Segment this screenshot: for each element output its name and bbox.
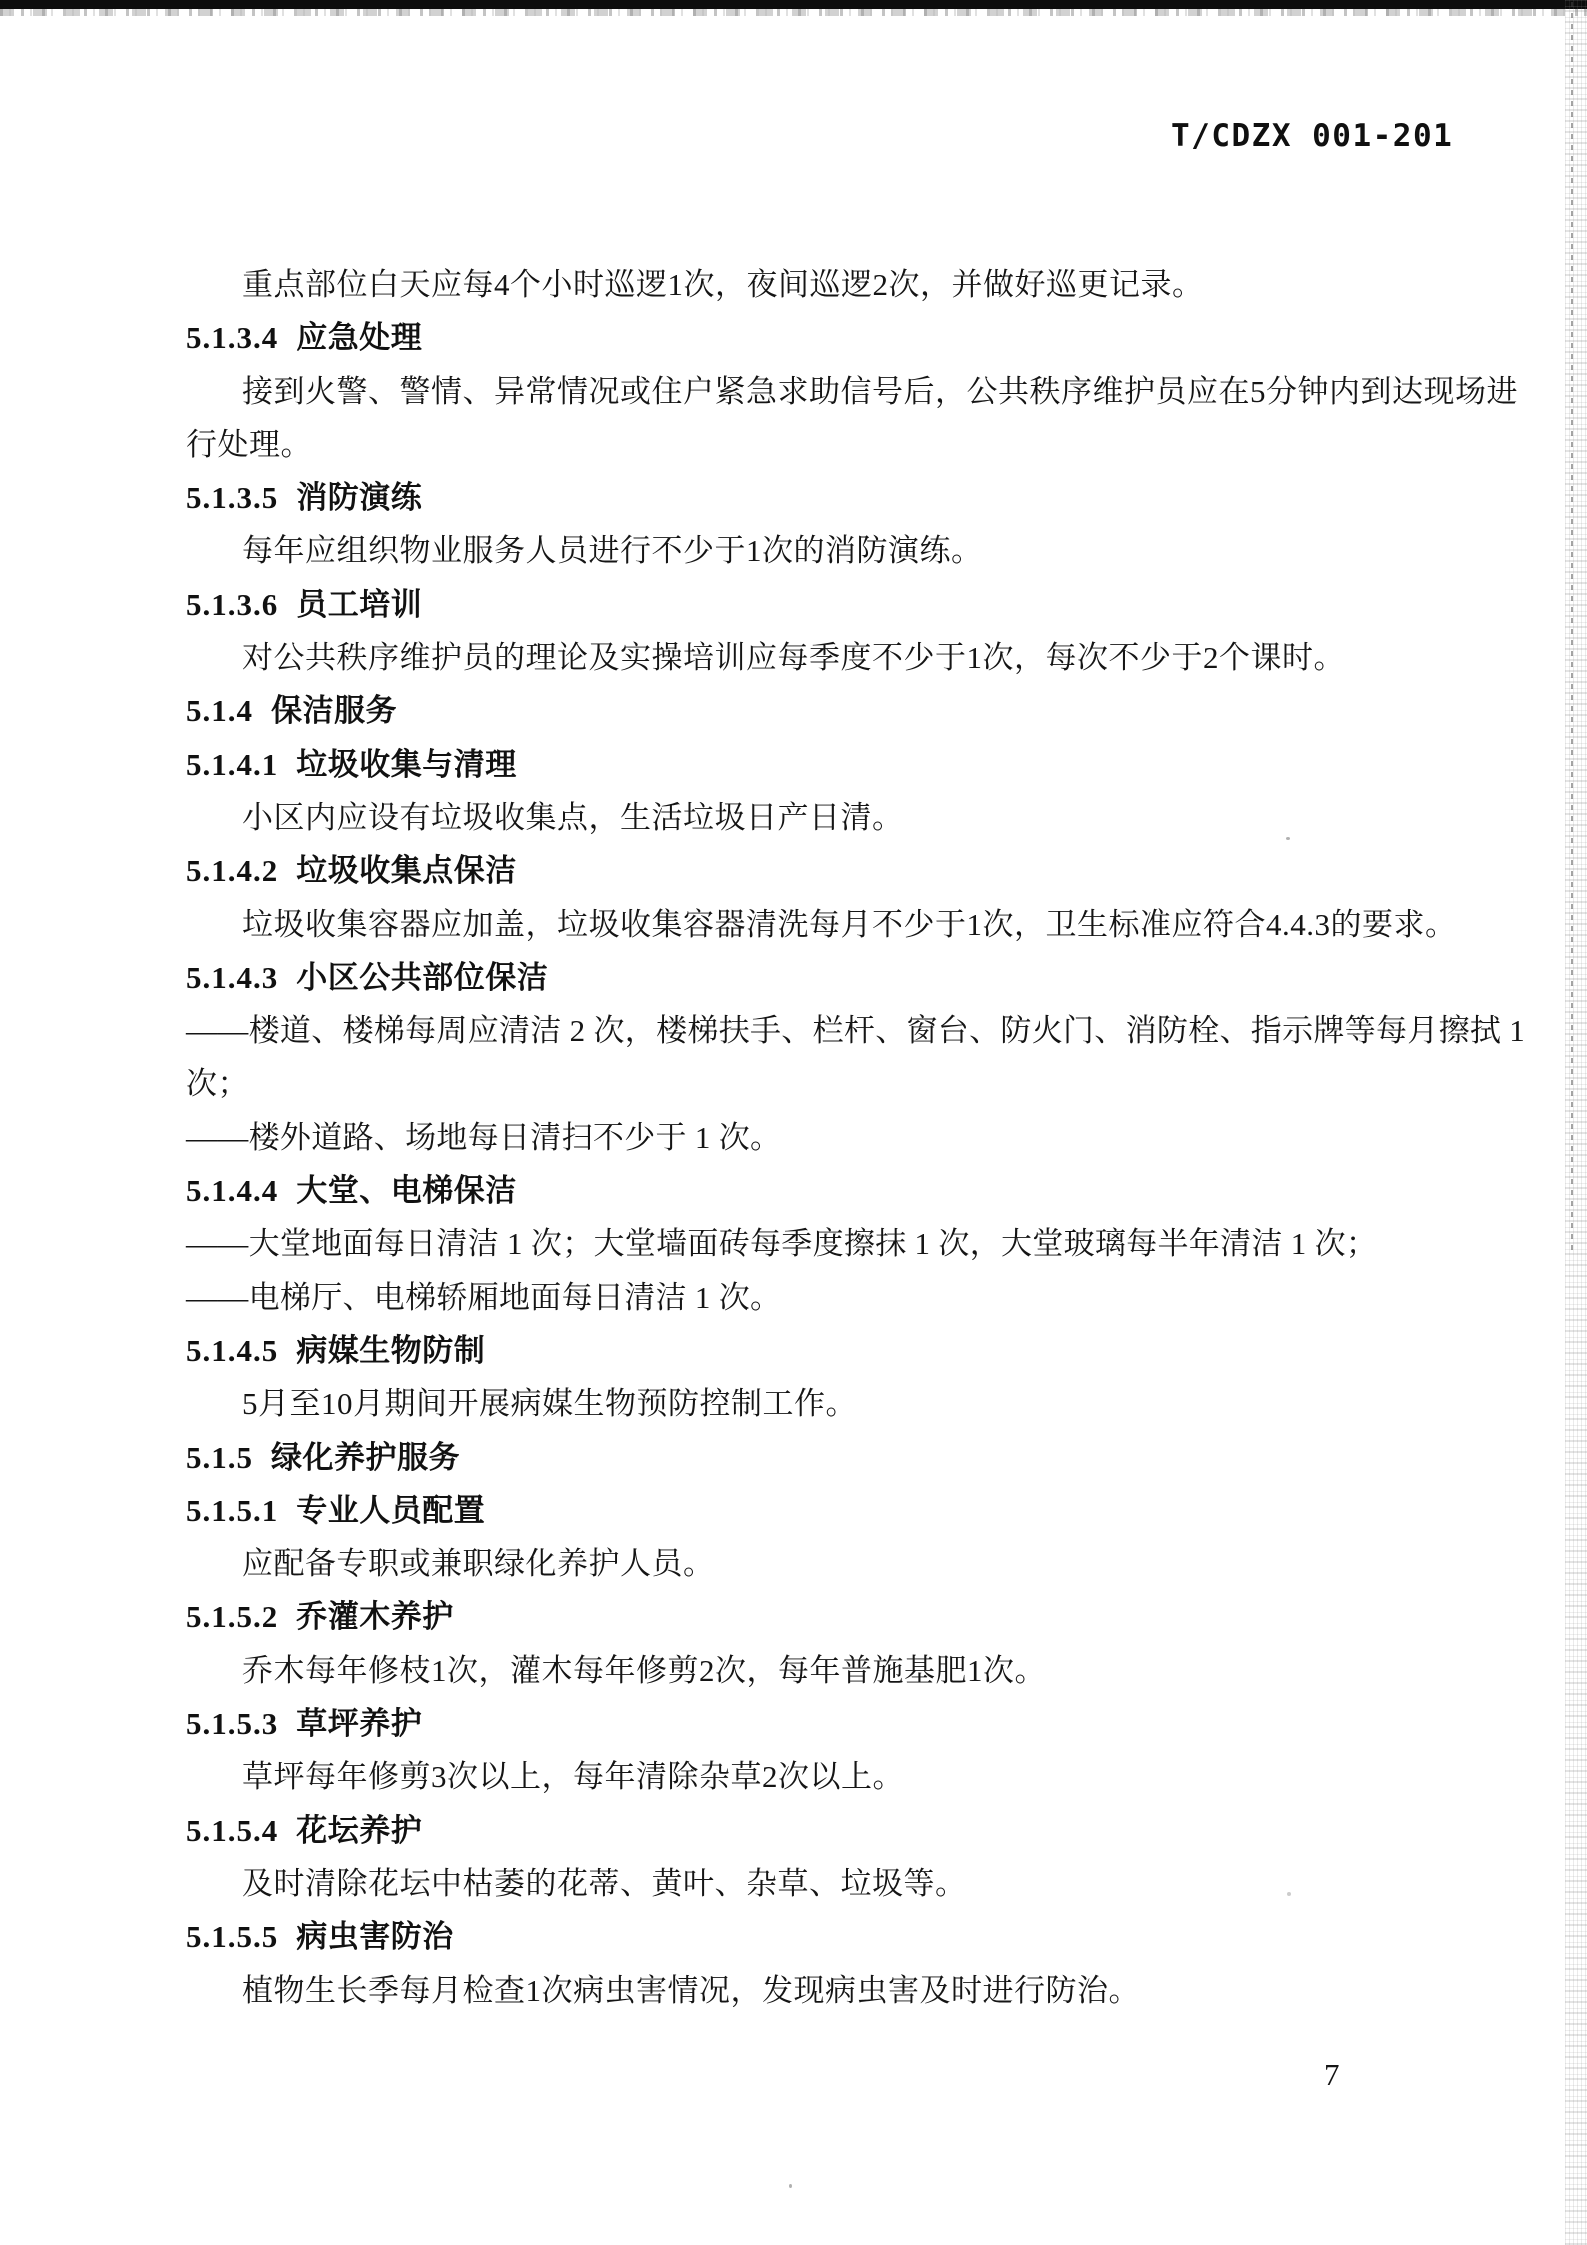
section-heading: [186, 578, 1476, 631]
body-line: 植物生长季每月检查1次病虫害情况，发现病虫害及时进行防治。: [242, 1972, 1140, 2008]
body-line: 及时清除花坛中枯萎的花蒂、黄叶、杂草、垃圾等。: [242, 1865, 967, 1901]
clause-title: 草坪养护: [296, 1706, 423, 1742]
clause-title: 大堂、电梯保洁: [296, 1173, 517, 1209]
section-heading: [186, 1484, 1476, 1537]
clause-number: 5.1.5: [186, 1439, 253, 1475]
body-line: 草坪每年修剪3次以上，每年清除杂草2次以上。: [242, 1759, 904, 1795]
body-line: 5月至10月期间开展病媒生物预防控制工作。: [242, 1386, 857, 1422]
section-heading: [186, 1324, 1476, 1377]
clause-title: 员工培训: [296, 586, 423, 622]
clause-number: 5.1.4.4: [186, 1173, 279, 1209]
clause-title: 花坛养护: [296, 1812, 423, 1848]
section-heading: [186, 1590, 1476, 1643]
section-heading: [186, 951, 1476, 1004]
section-heading: [186, 1697, 1476, 1750]
standard-number-header: T/CDZX 001-201: [1171, 118, 1454, 154]
clause-title: 应急处理: [296, 320, 423, 356]
section-heading: [186, 311, 1476, 364]
clause-title: 小区公共部位保洁: [296, 959, 549, 995]
body-line: 应配备专职或兼职绿化养护人员。: [242, 1546, 715, 1582]
clause-number: 5.1.5.3: [186, 1706, 279, 1742]
body-line: 重点部位白天应每4个小时巡逻1次，夜间巡逻2次，并做好巡更记录。: [242, 267, 1204, 302]
section-heading: [186, 1804, 1476, 1857]
body-line: 每年应组织物业服务人员进行不少于1次的消防演练。: [242, 533, 983, 569]
body-line: 对公共秩序维护员的理论及实操培训应每季度不少于1次，每次不少于2个课时。: [242, 640, 1345, 676]
scan-edge-dotted-line: [1571, 0, 1573, 1250]
clause-number: 5.1.3.4: [186, 320, 279, 356]
clause-title: 病虫害防治: [296, 1919, 454, 1955]
body-line: ——楼外道路、场地每日清扫不少于 1 次。: [186, 1119, 782, 1155]
body-line: ——电梯厅、电梯轿厢地面每日清洁 1 次。: [186, 1279, 782, 1315]
clause-number: 5.1.3.6: [186, 586, 279, 622]
clause-number: 5.1.4.1: [186, 746, 279, 782]
scan-top-bar: [0, 0, 1587, 9]
section-heading: [186, 1164, 1476, 1217]
section-heading: [186, 471, 1476, 524]
clause-number: 5.1.5.5: [186, 1919, 279, 1955]
clause-title: 消防演练: [296, 480, 423, 516]
body-line: ——大堂地面每日清洁 1 次；大堂墙面砖每季度擦抹 1 次，大堂玻璃每半年清洁 1 次；: [186, 1226, 1378, 1262]
body-line: ——楼道、楼梯每周应清洁 2 次，楼梯扶手、栏杆、窗台、防火门、消防栓、指示牌等每月擦拭 1: [186, 1013, 1526, 1049]
section-heading: [186, 1431, 1476, 1484]
document-body: [186, 258, 1526, 2017]
scan-top-noise: [0, 9, 1587, 16]
body-line: 乔木每年修枝1次，灌木每年修剪2次，每年普施基肥1次。: [242, 1652, 1046, 1688]
body-line: 小区内应设有垃圾收集点，生活垃圾日产日清。: [242, 799, 904, 835]
body-line: 接到火警、警情、异常情况或住户紧急求助信号后，公共秩序维护员应在5分钟内到达现场进: [242, 373, 1518, 409]
section-heading: [186, 844, 1476, 897]
page-number: 7: [1324, 2057, 1340, 2092]
clause-number: 5.1.3.5: [186, 480, 279, 516]
clause-number: 5.1.5.1: [186, 1492, 279, 1528]
clause-title: 乔灌木养护: [296, 1599, 454, 1635]
clause-number: 5.1.4.5: [186, 1332, 279, 1368]
section-heading: [186, 684, 1476, 737]
clause-number: 5.1.4.3: [186, 959, 279, 995]
body-line: 次；: [186, 1066, 249, 1102]
clause-title: 病媒生物防制: [296, 1332, 486, 1368]
clause-title: 垃圾收集与清理: [296, 746, 517, 782]
section-heading: [186, 738, 1476, 791]
clause-title: 绿化养护服务: [271, 1439, 460, 1475]
body-line: 垃圾收集容器应加盖，垃圾收集容器清洗每月不少于1次，卫生标准应符合4.4.3的要求。: [242, 906, 1457, 942]
scan-speck: [789, 2184, 792, 2188]
clause-title: 专业人员配置: [296, 1492, 486, 1528]
clause-title: 垃圾收集点保洁: [296, 853, 517, 889]
scan-edge-noise: [1565, 0, 1587, 2245]
section-heading: [186, 1910, 1476, 1963]
clause-number: 5.1.5.4: [186, 1812, 279, 1848]
clause-number: 5.1.4: [186, 693, 253, 729]
clause-title: 保洁服务: [271, 693, 397, 729]
clause-number: 5.1.5.2: [186, 1599, 279, 1635]
clause-number: 5.1.4.2: [186, 853, 279, 889]
body-line: 行处理。: [186, 426, 312, 462]
